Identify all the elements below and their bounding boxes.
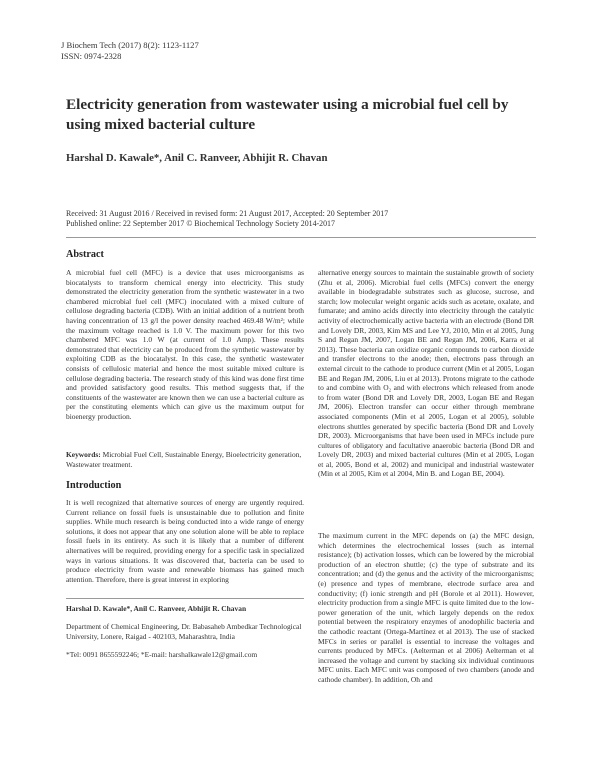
keywords-label: Keywords: <box>66 450 101 459</box>
journal-header <box>61 40 199 62</box>
affiliation-divider <box>66 598 304 599</box>
affiliation-contact: *Tel: 0091 8655592246; *E-mail: harshalkawale12@gmail.com <box>66 650 258 659</box>
abstract-heading: Abstract <box>66 249 104 260</box>
paper-title: Electricity generation from wastewater using a microbial fuel cell by using mixed bacterial culture <box>66 96 509 133</box>
header-divider <box>66 237 536 238</box>
body-paragraph-2: The maximum current in the MFC depends on (a) the MFC design, which determines the electrochemical losses (such as internal resistance); (b) activation losses, which can be lowered by the microbial production of an electron shuttle; (c) the type of substrate and its concentration; and (d) the genus and the activity of the microorganisms; (e) presence and types of membrane, electrode surface area and conductivity; (f) ionic strength and pH (Borole et al 2011). However, electricity production from a single MFC is quite limited due to the low-power generation of the unit, which largely depends on the redox potential between the respiratory enzymes of anodophilic bacteria and the cathodic reactant (Ortega-Martínez et al 2013). The use of stacked MFCs in series or parallel is essential to increase the voltages and currents produced by MFCs. (Aelterman et al 2006) Aelterman et al increased the voltage and current by stacking six individual continuous MFC units. Each MFC unit was composed of two chambers (anode and cathode chamber). In addition, Oh and <box>318 531 534 684</box>
abstract-text: A microbial fuel cell (MFC) is a device that uses microorganisms as biocatalysts to transform chemical energy into electricity. This study demonstrated the electricity generation from the synthetic wastewater in a two chambered microbial fuel cell (MFC) inoculated with a mixed culture of cellulose degrading bacteria (CDB). With an initial addition of a nutrient broth having concentration of 13 g/l the power density reached 469.48 W/m²; while the maximum voltage reached is 1.0 V. The maximum power for this two chambered MFC was 1.0 W (at current of 1.0 Amp). These results demonstrated that electricity can be produced from the synthetic wastewater by exploiting CDB as the biocatalyst. In this case, the synthetic wastewater consists of cellulosic material and hence the most suitable mixed culture is cellulose degrading bacteria. The research study of this kind was done first time and provided satisfactory good results. This method suggests that, if the constituents of the wastewater are known then we can use a bacterial culture as per the constituting elements which can give us the maximum output for bioenergy production. <box>66 268 304 421</box>
received-dates: Received: 31 August 2016 / Received in revised form: 21 August 2017, Accepted: 20 September 2017 <box>66 209 389 218</box>
keywords <box>66 450 304 469</box>
introduction-heading: Introduction <box>66 480 122 491</box>
keywords-text: Microbial Fuel Cell, Sustainable Energy, Bioelectricity generation, Wastewater treatment. <box>66 450 302 469</box>
published-date: Published online: 22 September 2017 © Biochemical Technology Society 2014-2017 <box>66 219 335 229</box>
affiliation-authors: Harshal D. Kawale*, Anil C. Ranveer, Abhijit R. Chavan <box>66 604 247 613</box>
journal-citation: J Biochem Tech (2017) 8(2): 1123-1127 <box>61 40 199 50</box>
paper-authors: Harshal D. Kawale*, Anil C. Ranveer, Abhijit R. Chavan <box>66 152 328 164</box>
body-paragraph-1: alternative energy sources to maintain the sustainable growth of society (Zhu et al, 2006). Microbial fuel cells (MFCs) convert the energy available in biodegradable substrates such as glucose, sucrose, and starch; low molecular weight organic acids such as acetate, oxalate, and fumarate; and amino acids directly into electricity through the catalytic activity of electrochemically active bacteria with an electrode (Bond DR and Lovely DR, 2003, Kim MS and Lee YJ, 2010, Min et al 2005, Jung S and Regan JM, 2007, Logan BE and Regan JM, 2006, Karra et al 2013). These bacteria can oxidize organic compounds to carbon dioxide and transfer electrons to the anode; then, electrons pass through an external circuit to the cathode to produce current (Min et al 2005, Logan BE and Regan JM, 2006, Liu et al 2013). Protons migrate to the cathode to and combine with O₂ and with electrons which released from anode to from water (Bond DR and Lovely DR, 2003, Logan BE and Regan JM, 2006). Electron transfer can occur either through membrane associated components (Min et al 2005, Logan et al 2005), soluble electrons shuttles generated by specific bacteria (Bond DR and Lovely DR, 2003). Microorganisms that have been used in MFCs include pure cultures of obligatory and facultative anaerobic bacteria (Bond DR and Lovely DR, 2003) and mixed bacterial cultures (Min et al 2005, Logan et al, 2005, Bond et al, 2002) and municipal and industrial wastewater (Min et al 2005, Kim et al 2004, Min B. and Logan BE, 2004). <box>318 268 534 479</box>
affiliation-block <box>66 604 304 660</box>
affiliation-department: Department of Chemical Engineering, Dr. Babasaheb Ambedkar Technological University, Lonere, Raigad - 402103, Maharashtra, India <box>66 622 302 641</box>
journal-issn: ISSN: 0974-2328 <box>61 51 122 61</box>
publication-dates <box>66 209 536 229</box>
introduction-text: It is well recognized that alternative sources of energy are urgently required. Current reliance on fossil fuels is unsustainable due to pollution and finite supplies. While much research is being conducted into a wide range of energy solutions, it does not appear that any one solution alone will be able to replace fossil fuels in its entirety. As such it is likely that a number of different alternatives will be required, providing energy for a specific task in specialized ways in various situations. It was discovered that, bacteria can be used to produce electricity from waste and renewable biomass has gained much attention. Therefore, there is great interest in exploring <box>66 498 304 584</box>
